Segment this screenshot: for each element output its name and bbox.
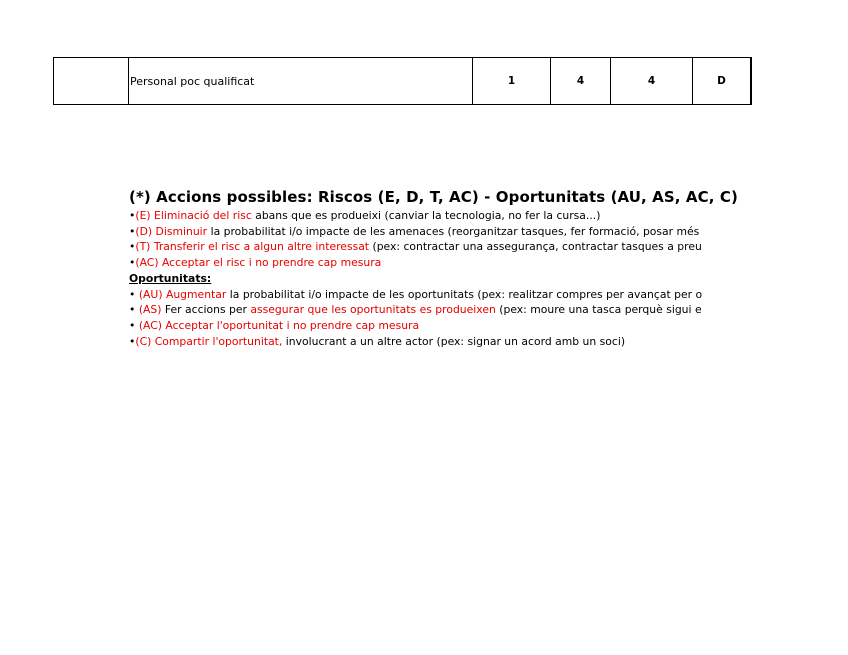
opportunities-heading: Oportunitats: xyxy=(129,271,212,285)
opp-action-text: (pex: moure una tasca perquè sigui e xyxy=(495,303,702,317)
bullet: • xyxy=(129,209,136,222)
opp-action-text: la probabilitat i/o impacte de les oportunitats (pex: realitzar compres per avançat per o xyxy=(226,287,703,301)
risk-description-cell: Personal poc qualificat xyxy=(128,58,472,104)
risk-action-label: (T) Transferir el risc a algun altre interessat xyxy=(135,240,370,254)
action-cell: D xyxy=(692,58,752,104)
score-cell: 4 xyxy=(610,58,692,104)
opp-line-increase xyxy=(129,287,753,303)
notes-title: (*) Accions possibles: Riscos (E, D, T, AC) - Oportunitats (AU, AS, AC, C) xyxy=(129,188,738,206)
risk-action-text: abans que es produeixi (canviar la tecnologia, no fer la cursa...) xyxy=(251,209,601,222)
opp-line-accept xyxy=(129,318,753,334)
bullet: • xyxy=(129,256,136,270)
impact-cell: 4 xyxy=(550,58,610,104)
risk-action-label: (D) Disminuir xyxy=(135,224,208,238)
risk-action-text: la probabilitat i/o impacte de les amenaces (reorganitzar tasques, fer formació, posar més xyxy=(207,224,700,238)
opp-action-label: assegurar que les oportunitats es produeixen xyxy=(250,303,496,317)
risk-action-label: (AC) Acceptar el risc i no prendre cap mesura xyxy=(135,256,382,270)
bullet: • xyxy=(129,303,139,317)
risk-table-row xyxy=(53,57,752,105)
opp-line-share xyxy=(129,334,753,350)
risk-line-transfer xyxy=(129,239,753,255)
bullet: • xyxy=(129,240,136,254)
opp-action-label: (AC) Acceptar l'oportunitat i no prendre cap mesura xyxy=(138,318,420,332)
risk-line-eliminate xyxy=(129,208,753,224)
opp-action-label: (C) Compartir l'oportunitat, xyxy=(135,334,283,348)
bullet: • xyxy=(129,334,136,348)
bullet: • xyxy=(129,224,136,238)
bullet: • xyxy=(129,318,139,332)
opp-action-text: Fer accions per xyxy=(161,303,251,317)
row-id-cell xyxy=(53,58,128,104)
risk-line-accept xyxy=(129,255,753,271)
opp-action-code: (AS) xyxy=(138,303,162,317)
risk-action-label: (E) Eliminació del risc xyxy=(135,209,252,222)
bullet: • xyxy=(129,287,139,301)
risk-action-text: (pex: contractar una assegurança, contractar tasques a preu xyxy=(369,240,702,254)
opp-action-label: (AU) Augmentar xyxy=(138,287,227,301)
risk-line-reduce xyxy=(129,224,753,240)
probability-cell: 1 xyxy=(472,58,550,104)
opp-action-text: involucrant a un altre actor (pex: signar un acord amb un soci) xyxy=(282,334,626,348)
possible-actions-notes xyxy=(129,187,753,349)
opp-line-ensure xyxy=(129,302,753,318)
